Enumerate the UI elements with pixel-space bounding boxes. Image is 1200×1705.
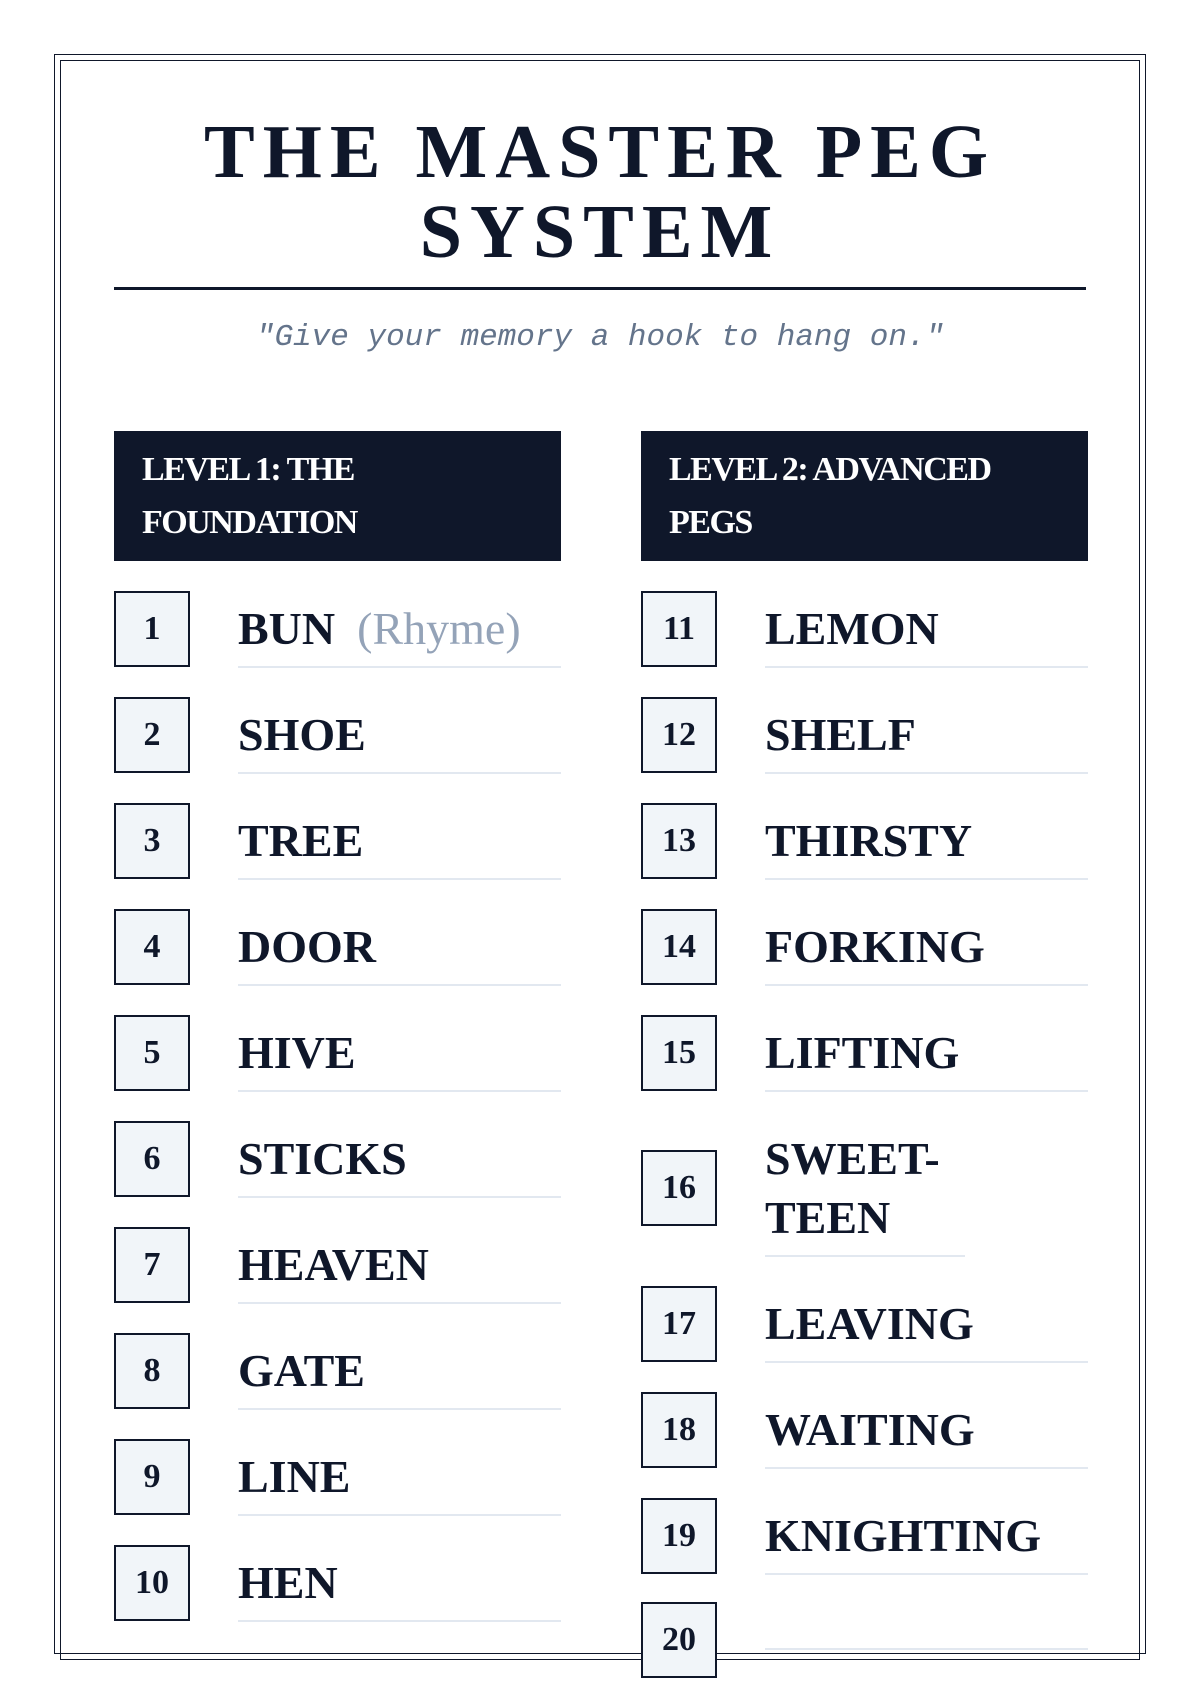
peg-row <box>641 695 1088 774</box>
peg-number-box: 9 <box>114 1439 190 1515</box>
peg-row <box>114 1331 561 1410</box>
peg-word: DOOR <box>238 907 561 986</box>
peg-number-box: 8 <box>114 1333 190 1409</box>
peg-row <box>641 1390 1088 1469</box>
peg-word: SHELF <box>765 695 1088 774</box>
peg-word: LEMON <box>765 589 1088 668</box>
peg-row <box>114 1119 561 1198</box>
peg-number-box: 12 <box>641 697 717 773</box>
peg-number-box: 13 <box>641 803 717 879</box>
peg-number-box: 7 <box>114 1227 190 1303</box>
peg-word: WAITING <box>765 1390 1088 1469</box>
tagline-quote: "Give your memory a hook to hang on." <box>255 320 945 355</box>
peg-row <box>114 1225 561 1304</box>
peg-word-cell <box>238 589 561 668</box>
peg-word: HEAVEN <box>238 1225 561 1304</box>
peg-number-box: 3 <box>114 803 190 879</box>
peg-number-box: 17 <box>641 1286 717 1362</box>
peg-row <box>641 1013 1088 1092</box>
peg-number-box: 16 <box>641 1150 717 1226</box>
peg-number-box: 4 <box>114 909 190 985</box>
title-divider <box>114 287 1086 290</box>
peg-row <box>641 589 1088 668</box>
peg-number-box: 18 <box>641 1392 717 1468</box>
peg-word: TREE <box>238 801 561 880</box>
peg-row <box>641 1119 1088 1257</box>
peg-row <box>641 1284 1088 1363</box>
peg-row <box>114 1543 561 1622</box>
peg-word: THIRSTY <box>765 801 1088 880</box>
peg-number-box: 19 <box>641 1498 717 1574</box>
peg-word: HIVE <box>238 1013 561 1092</box>
peg-row <box>641 907 1088 986</box>
peg-row <box>114 589 561 668</box>
peg-row <box>114 695 561 774</box>
peg-number-box: 20 <box>641 1602 717 1678</box>
level-1-heading: LEVEL 1: THE FOUNDATION <box>114 431 561 561</box>
level-1-column <box>114 431 561 1649</box>
peg-number-box: 11 <box>641 591 717 667</box>
level-1-peg-list <box>114 589 561 1622</box>
level-2-heading: LEVEL 2: ADVANCED PEGS <box>641 431 1088 561</box>
peg-word: LINE <box>238 1437 561 1516</box>
peg-number-box: 2 <box>114 697 190 773</box>
peg-word: LIFTING <box>765 1013 1088 1092</box>
peg-word: SWEET-TEEN <box>765 1119 965 1257</box>
peg-row <box>641 1602 1088 1678</box>
peg-number-box: 10 <box>114 1545 190 1621</box>
page-title: THE MASTER PEG SYSTEM <box>204 110 996 274</box>
peg-number-box: 6 <box>114 1121 190 1197</box>
peg-word: LEAVING <box>765 1284 1088 1363</box>
peg-word: KNIGHTING <box>765 1496 1088 1575</box>
peg-number-box: 5 <box>114 1015 190 1091</box>
peg-word: SHOE <box>238 695 561 774</box>
peg-row <box>114 1437 561 1516</box>
peg-word: BUN <box>238 603 336 654</box>
peg-row <box>114 801 561 880</box>
peg-word: STICKS <box>238 1119 561 1198</box>
peg-row <box>641 801 1088 880</box>
peg-row <box>114 907 561 986</box>
peg-number-box: 15 <box>641 1015 717 1091</box>
peg-number-box: 14 <box>641 909 717 985</box>
peg-word: HEN <box>238 1543 561 1622</box>
peg-word: FORKING <box>765 907 1088 986</box>
level-2-column <box>641 431 1088 1705</box>
peg-word <box>765 1630 1088 1650</box>
peg-number-box: 1 <box>114 591 190 667</box>
peg-row <box>641 1496 1088 1575</box>
peg-word: GATE <box>238 1331 561 1410</box>
peg-row <box>114 1013 561 1092</box>
peg-note: (Rhyme) <box>357 603 521 654</box>
level-2-peg-list <box>641 589 1088 1678</box>
